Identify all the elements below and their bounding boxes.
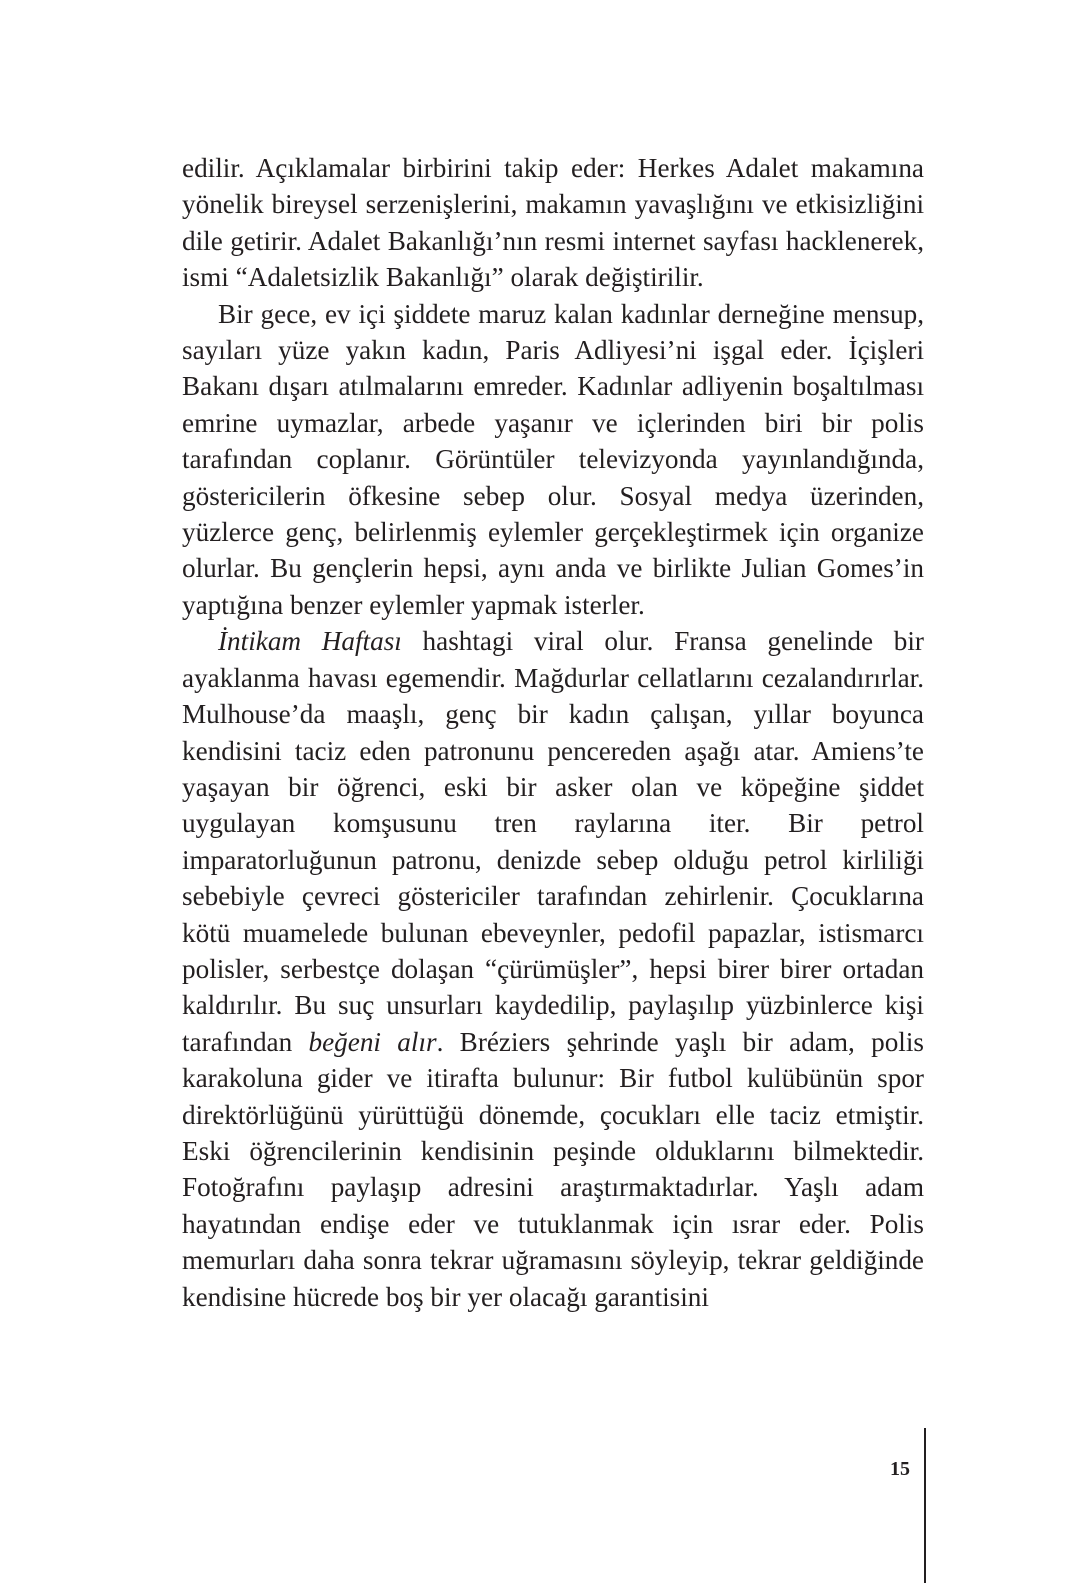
paragraph-text: . Bréziers şehrinde yaşlı bir adam, polis karakoluna gider ve itirafta bulunur: Bir futbol kulübünün spor direktörlüğünü yürüttüğü dönemde, çocukları elle taciz etmiştir. Eski öğrencilerinin kendisinin peşinde olduklarını bilmektedir. Fotoğrafını paylaşıp adresini araştırmaktadırlar. Yaşlı adam hayatından endişe eder ve tutuklanmak için ısrar eder. Polis memurları daha sonra tekrar uğramasını söyleyip, tekrar geldiğinde kendisine hücrede boş bir yer olacağı garantisini [182,1026,924,1312]
margin-rule [924,1428,926,1583]
paragraph: edilir. Açıklamalar birbirini takip eder: Herkes Adalet makamına yönelik bireysel serzenişlerini, makamın yavaşlığını ve etkisizliğini dile getirir. Adalet Bakanlığı’nın resmi internet sayfası hacklenerek, ismi “Adaletsizlik Bakanlığı” olarak değiştirilir. [182,153,924,293]
body-text [182,150,924,1315]
paragraph [182,623,924,1315]
paragraph: Bir gece, ev içi şiddete maruz kalan kadınlar derneğine mensup, sayıları yüze yakın kadın, Paris Adliyesi’ni işgal eder. İçişleri Bakanı dışarı atılmalarını emreder. Kadınlar adliyenin boşaltılması emrine uymazlar, arbede yaşanır ve içlerinden biri bir polis tarafından coplanır. Görüntüler televizyonda yayınlandığında, göstericilerin öfkesine sebep olur. Sosyal medya üzerinden, yüzlerce genç, belirlenmiş eylemler gerçekleştirmek için organize olurlar. Bu gençlerin hepsi, aynı anda ve birlikte Julian Gomes’in yaptığına benzer eylemler yapmak isterler. [182,298,924,620]
italic-phrase: beğeni alır [308,1026,437,1057]
page-number: 15 [890,1458,910,1480]
paragraph-text: hashtagi viral olur. Fransa genelinde bir ayaklanma havası egemendir. Mağdurlar cellatlarını cezalandırırlar. Mulhouse’da maaşlı, genç bir kadın çalışan, yıllar boyunca kendisini taciz eden patronunu pencereden aşağı atar. Amiens’te yaşayan bir öğrenci, eski bir asker olan ve köpeğine şiddet uygulayan komşusunu tren raylarına iter. Bir petrol imparatorluğunun patronu, denizde sebep olduğu petrol kirliliği sebebiyle çevreci göstericiler tarafından zehirlenir. Çocuklarına kötü muamelede bulunan ebeveynler, pedofil papazlar, istismarcı polisler, serbestçe dolaşan “çürümüşler”, hepsi birer birer ortadan kaldırılır. Bu suç unsurları kaydedilip, paylaşılıp yüzbinlerce kişi tarafından [182,626,924,1057]
italic-phrase: İntikam Haftası [218,626,402,657]
